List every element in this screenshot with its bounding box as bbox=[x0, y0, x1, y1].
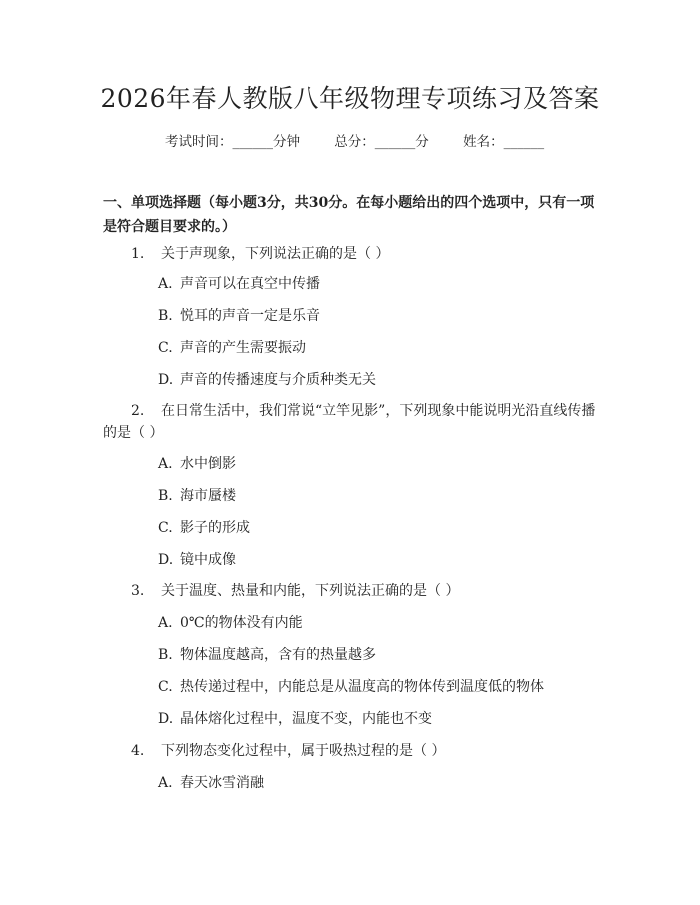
question-number: 4. bbox=[131, 743, 145, 759]
exam-info-row bbox=[165, 132, 544, 152]
option-letter: B. bbox=[158, 647, 173, 663]
total-score-label: 总分： bbox=[334, 134, 375, 150]
option-1d bbox=[158, 369, 598, 391]
option-text: 声音的产生需要振动 bbox=[180, 340, 306, 356]
question-1 bbox=[103, 243, 603, 265]
total-score-blank: ______ bbox=[374, 134, 416, 150]
question-stem: 在日常生活中，我们常说“立竿见影”，下列现象中能说明光沿直线传播的是（ ） bbox=[103, 403, 596, 441]
student-name-label: 姓名： bbox=[463, 134, 504, 150]
option-text: 影子的形成 bbox=[180, 520, 250, 536]
option-letter: C. bbox=[158, 520, 173, 536]
option-text: 镜中成像 bbox=[180, 552, 236, 568]
option-3b bbox=[158, 644, 598, 666]
option-text: 悦耳的声音一定是乐音 bbox=[180, 308, 320, 324]
total-score-field bbox=[334, 132, 429, 152]
option-2a bbox=[158, 453, 598, 475]
option-letter: D. bbox=[158, 711, 174, 727]
student-name-field bbox=[463, 132, 544, 152]
question-stem: 关于温度、热量和内能，下列说法正确的是（ ） bbox=[161, 583, 460, 599]
section-heading: 一、单项选择题（每小题3分，共30分。在每小题给出的四个选项中，只有一项是符合题目要求的。） bbox=[103, 195, 595, 235]
exam-time-unit: 分钟 bbox=[273, 134, 300, 150]
option-text: 晶体熔化过程中，温度不变，内能也不变 bbox=[180, 711, 432, 727]
question-number: 2. bbox=[131, 403, 145, 419]
option-text: 声音可以在真空中传播 bbox=[180, 276, 320, 292]
option-text: 水中倒影 bbox=[180, 456, 236, 472]
question-stem: 下列物态变化过程中，属于吸热过程的是（ ） bbox=[161, 743, 446, 759]
option-1b bbox=[158, 305, 598, 327]
option-4a bbox=[158, 772, 598, 794]
option-3c bbox=[158, 676, 598, 698]
question-number: 3. bbox=[131, 583, 145, 599]
option-text: 热传递过程中，内能总是从温度高的物体传到温度低的物体 bbox=[180, 679, 544, 695]
option-text: 声音的传播速度与介质种类无关 bbox=[180, 372, 376, 388]
option-letter: D. bbox=[158, 372, 174, 388]
exam-time-label: 考试时间： bbox=[165, 134, 233, 150]
option-text: 物体温度越高，含有的热量越多 bbox=[180, 647, 376, 663]
option-letter: A. bbox=[158, 775, 173, 791]
option-text: 0℃的物体没有内能 bbox=[180, 615, 303, 631]
option-letter: C. bbox=[158, 340, 173, 356]
option-letter: C. bbox=[158, 679, 173, 695]
exam-time-blank: ______ bbox=[232, 134, 273, 150]
option-2b bbox=[158, 485, 598, 507]
exam-time-field bbox=[165, 132, 300, 152]
option-1c bbox=[158, 337, 598, 359]
option-letter: D. bbox=[158, 552, 174, 568]
option-2c bbox=[158, 517, 598, 539]
question-3 bbox=[103, 580, 603, 602]
total-score-unit: 分 bbox=[415, 134, 429, 150]
option-letter: B. bbox=[158, 488, 173, 504]
option-2d bbox=[158, 549, 598, 571]
option-3d bbox=[158, 708, 598, 730]
question-4 bbox=[103, 740, 603, 762]
question-2 bbox=[103, 400, 603, 444]
question-stem: 关于声现象，下列说法正确的是（ ） bbox=[161, 246, 390, 262]
option-text: 春天冰雪消融 bbox=[180, 775, 264, 791]
option-3a bbox=[158, 612, 598, 634]
question-number: 1. bbox=[131, 246, 145, 262]
option-1a bbox=[158, 273, 598, 295]
option-letter: A. bbox=[158, 615, 173, 631]
option-letter: A. bbox=[158, 276, 173, 292]
option-text: 海市蜃楼 bbox=[180, 488, 236, 504]
option-letter: B. bbox=[158, 308, 173, 324]
document-title: 2026年春人教版八年级物理专项练习及答案 bbox=[100, 84, 600, 113]
option-letter: A. bbox=[158, 456, 173, 472]
student-name-blank: ______ bbox=[503, 134, 545, 150]
